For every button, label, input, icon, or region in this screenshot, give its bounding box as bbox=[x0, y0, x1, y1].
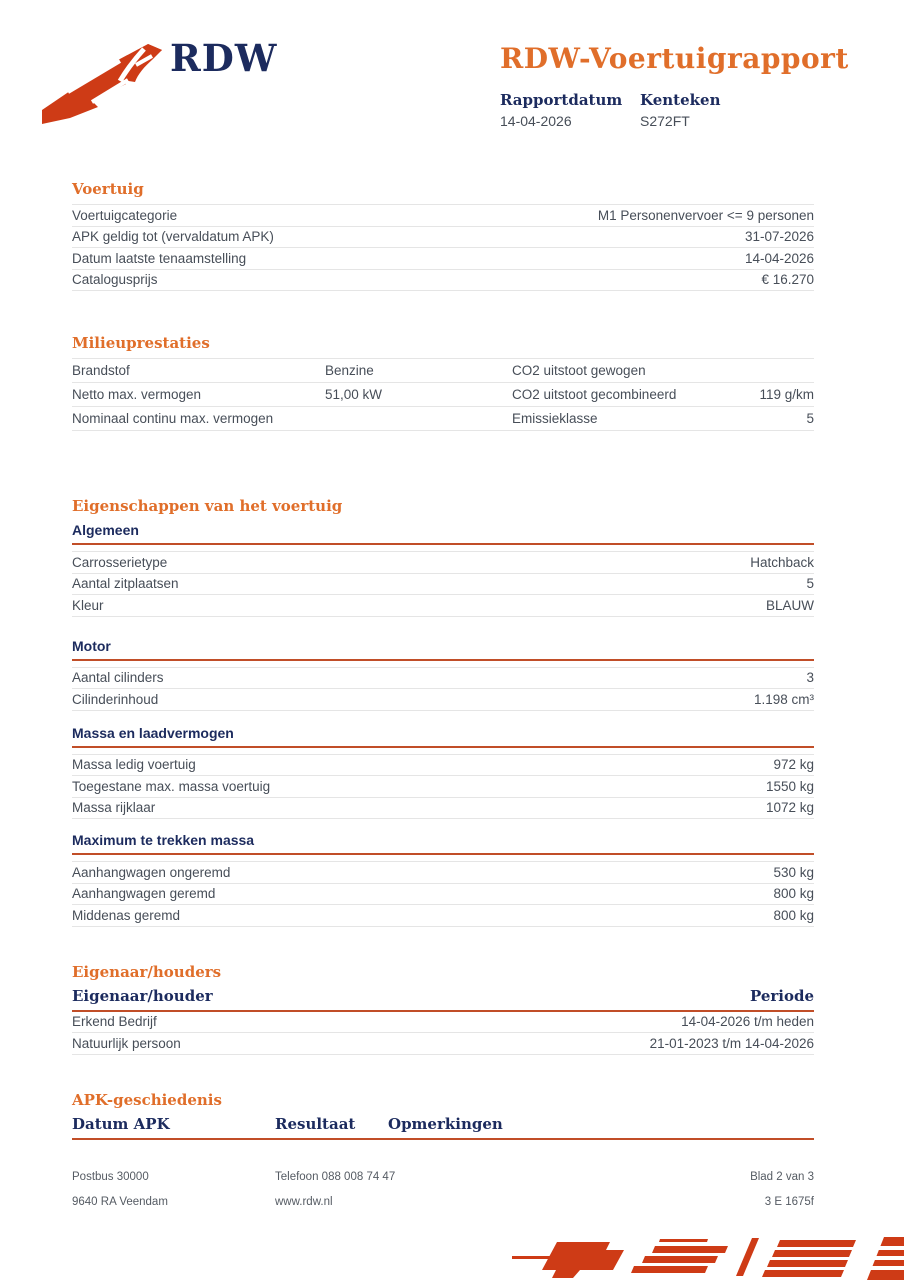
section-eigenschappen-title: Eigenschappen van het voertuig bbox=[72, 497, 343, 515]
row-value: 800 kg bbox=[773, 907, 814, 923]
row-value: 14-04-2026 bbox=[744, 250, 814, 266]
subsection-algemeen-title: Algemeen bbox=[72, 522, 814, 545]
page-title: RDW-Voertuigrapport bbox=[500, 42, 849, 75]
table-row bbox=[72, 755, 814, 777]
apk-table-header bbox=[72, 1115, 814, 1140]
table-row bbox=[72, 884, 814, 906]
row-label: Nominaal continu max. vermogen bbox=[72, 411, 274, 426]
row-label: Toegestane max. massa voertuig bbox=[72, 778, 271, 794]
footer-row bbox=[72, 1195, 814, 1209]
voertuig-table bbox=[72, 204, 814, 291]
row-label: Aanhangwagen geremd bbox=[72, 886, 216, 902]
row-label: Datum laatste tenaamstelling bbox=[72, 250, 247, 266]
row-value: Benzine bbox=[325, 363, 374, 378]
row-label: Natuurlijk persoon bbox=[72, 1035, 181, 1051]
row-value: 5 bbox=[806, 576, 814, 592]
row-label: Emissieklasse bbox=[512, 411, 598, 426]
row-label: Massa ledig voertuig bbox=[72, 757, 196, 773]
footer-doc-code: 3 E 1675f bbox=[764, 1196, 814, 1208]
column-header-resultaat: Resultaat bbox=[275, 1114, 356, 1133]
column-header-datum-apk: Datum APK bbox=[72, 1114, 170, 1133]
row-value: 51,00 kW bbox=[325, 387, 383, 402]
report-date-value: 14-04-2026 bbox=[500, 113, 572, 129]
row-label: Carrosserietype bbox=[72, 554, 168, 570]
table-row bbox=[72, 270, 814, 292]
table-row bbox=[72, 668, 814, 690]
license-plate-label: Kenteken bbox=[640, 91, 721, 109]
report-date-label: Rapportdatum bbox=[500, 91, 623, 109]
section-eigenaar bbox=[72, 963, 814, 1055]
table-row bbox=[72, 595, 814, 617]
license-plate-block bbox=[640, 91, 780, 129]
table-row bbox=[72, 862, 814, 884]
eigenaar-table-header bbox=[72, 987, 814, 1012]
massa-table bbox=[72, 754, 814, 820]
table-row bbox=[72, 407, 814, 431]
rdw-logo bbox=[40, 34, 277, 130]
table-row bbox=[72, 248, 814, 270]
section-voertuig-title: Voertuig bbox=[72, 180, 144, 198]
speed-lines-graphic bbox=[512, 1230, 904, 1280]
row-value: BLAUW bbox=[765, 597, 814, 613]
table-row bbox=[72, 798, 814, 820]
section-voertuig bbox=[72, 180, 814, 291]
row-value: 3 bbox=[806, 670, 814, 686]
row-label: Kleur bbox=[72, 597, 104, 613]
section-apk-title: APK-geschiedenis bbox=[72, 1090, 222, 1109]
motor-table bbox=[72, 667, 814, 711]
title-block bbox=[500, 42, 849, 129]
column-header-opmerkingen: Opmerkingen bbox=[388, 1114, 503, 1133]
row-label: CO2 uitstoot gewogen bbox=[512, 363, 646, 378]
row-label: Voertuigcategorie bbox=[72, 207, 178, 223]
table-row bbox=[72, 359, 814, 383]
table-row bbox=[72, 227, 814, 249]
license-plate-value: S272FT bbox=[640, 113, 690, 129]
table-row bbox=[72, 905, 814, 927]
footer-website: www.rdw.nl bbox=[275, 1196, 333, 1208]
subsection-algemeen bbox=[72, 522, 814, 617]
row-value: Hatchback bbox=[750, 554, 814, 570]
table-row bbox=[72, 689, 814, 711]
row-label: Aanhangwagen ongeremd bbox=[72, 864, 231, 880]
footer-row bbox=[72, 1170, 814, 1184]
row-label: APK geldig tot (vervaldatum APK) bbox=[72, 229, 274, 245]
row-label: Massa rijklaar bbox=[72, 800, 156, 816]
table-row bbox=[72, 776, 814, 798]
row-value: 1072 kg bbox=[765, 800, 814, 816]
subsection-trekken-massa-title: Maximum te trekken massa bbox=[72, 832, 814, 855]
column-header-period: Periode bbox=[749, 986, 814, 1005]
row-value: 1550 kg bbox=[765, 778, 814, 794]
table-row bbox=[72, 1012, 814, 1034]
row-label: Cilinderinhoud bbox=[72, 691, 159, 707]
footer-address-line2: 9640 RA Veendam bbox=[72, 1196, 168, 1208]
row-value: 530 kg bbox=[773, 864, 814, 880]
row-value: 31-07-2026 bbox=[744, 229, 814, 245]
row-value: 5 bbox=[806, 411, 814, 426]
section-milieu-title: Milieuprestaties bbox=[72, 334, 210, 352]
row-value: 21-01-2023 t/m 14-04-2026 bbox=[649, 1035, 814, 1051]
subsection-motor bbox=[72, 638, 814, 711]
row-label: Catalogusprijs bbox=[72, 272, 158, 288]
row-label: Erkend Bedrijf bbox=[72, 1014, 157, 1030]
footer-page-indicator: Blad 2 van 3 bbox=[750, 1171, 814, 1183]
row-value: 119 g/km bbox=[759, 387, 814, 402]
column-header-owner: Eigenaar/houder bbox=[72, 986, 213, 1005]
row-value: 14-04-2026 t/m heden bbox=[681, 1014, 814, 1030]
report-content bbox=[72, 180, 814, 1140]
section-milieuprestaties bbox=[72, 334, 814, 431]
row-value: M1 Personenvervoer <= 9 personen bbox=[597, 207, 814, 223]
row-value: € 16.270 bbox=[761, 272, 814, 288]
row-label: Aantal cilinders bbox=[72, 670, 164, 686]
subsection-trekken-massa bbox=[72, 832, 814, 927]
table-row bbox=[72, 383, 814, 407]
row-label: Netto max. vermogen bbox=[72, 387, 202, 402]
table-row bbox=[72, 205, 814, 227]
row-label: Middenas geremd bbox=[72, 907, 181, 923]
row-label: Aantal zitplaatsen bbox=[72, 576, 179, 592]
row-label: CO2 uitstoot gecombineerd bbox=[512, 387, 677, 402]
row-value: 972 kg bbox=[773, 757, 814, 773]
table-row bbox=[72, 1033, 814, 1055]
eigenaar-table bbox=[72, 1012, 814, 1055]
rdw-logo-text: RDW bbox=[170, 36, 278, 80]
row-label: Brandstof bbox=[72, 363, 130, 378]
table-row bbox=[72, 574, 814, 596]
page-footer bbox=[72, 1170, 814, 1220]
subsection-motor-title: Motor bbox=[72, 638, 814, 661]
section-apk-geschiedenis bbox=[72, 1091, 814, 1140]
row-value: 1.198 cm³ bbox=[753, 691, 814, 707]
report-date-block bbox=[500, 91, 640, 129]
row-value: 800 kg bbox=[773, 886, 814, 902]
subsection-massa bbox=[72, 725, 814, 820]
section-eigenschappen bbox=[72, 497, 814, 927]
table-row bbox=[72, 552, 814, 574]
subsection-massa-title: Massa en laadvermogen bbox=[72, 725, 814, 748]
milieu-table bbox=[72, 358, 814, 431]
algemeen-table bbox=[72, 551, 814, 617]
rdw-wing-icon bbox=[40, 34, 168, 130]
report-meta bbox=[500, 91, 830, 129]
trekken-massa-table bbox=[72, 861, 814, 927]
section-eigenaar-title: Eigenaar/houders bbox=[72, 962, 222, 981]
footer-phone: Telefoon 088 008 74 47 bbox=[275, 1171, 396, 1183]
footer-address-line1: Postbus 30000 bbox=[72, 1171, 149, 1183]
